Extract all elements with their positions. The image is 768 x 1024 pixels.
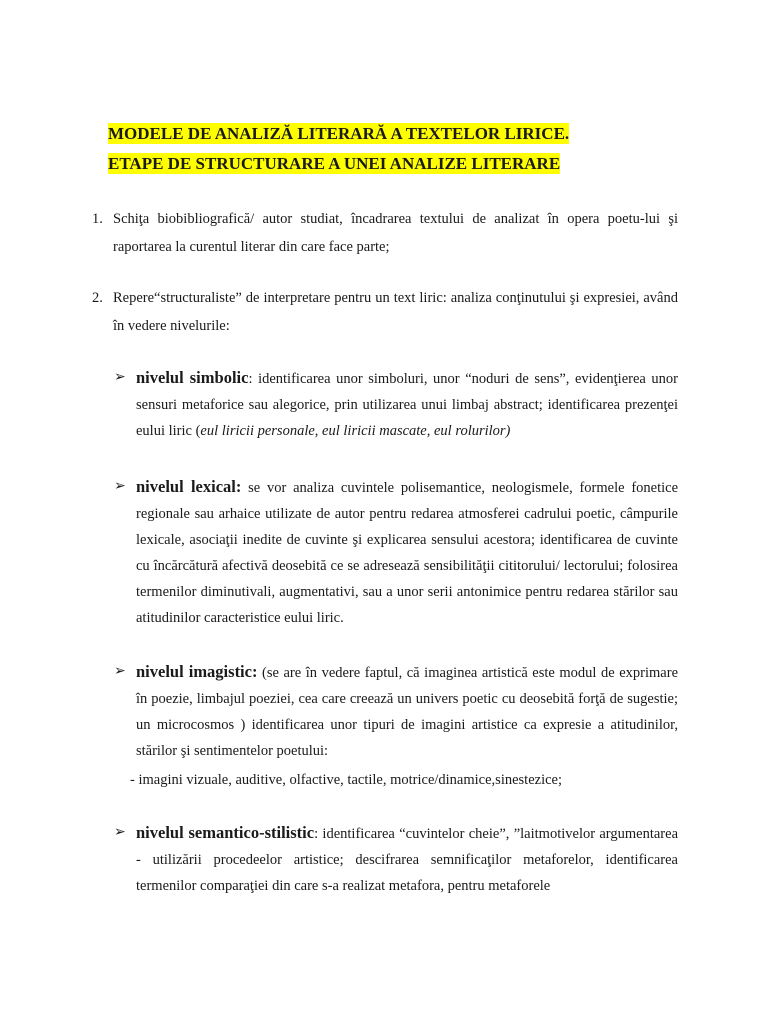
- level-name: nivelul semantico-stilistic: [136, 823, 315, 842]
- level-name: nivelul lexical:: [136, 477, 242, 496]
- title-line-2: ETAPE DE STRUCTURARE A UNEI ANALIZE LITERARE: [108, 154, 561, 173]
- arrow-bullet-icon: ➢: [114, 479, 126, 494]
- arrow-bullet-icon: ➢: [114, 664, 126, 679]
- item-number: 1.: [92, 211, 103, 227]
- level-text: se vor analiza cuvintele polisemantice, neologismele, formele fonetice regionale sau arhaice utilizate de autor pentru redarea atmosferei cadrului poetic, câmpurile lexicale, asociaţii inedite de cuvinte şi explicarea sensului acestora; identificarea de cuvinte cu încărcătură afectivă deosebită ce se adresează sensibilităţii cititorului/ lectorului; folosirea termenilor diminutivali, augmentativi, sau a unor serii antonimice pentru redarea stărilor sau atitudinilor caracteristice eului liric.: [136, 480, 679, 626]
- level-text-italic: eul liricii personale, eul liricii mascate, eul rolurilor): [200, 423, 511, 439]
- arrow-bullet-icon: ➢: [114, 825, 126, 840]
- item-number: 2.: [92, 290, 103, 306]
- level-item-lexical: [114, 474, 678, 631]
- level-name: nivelul simbolic: [136, 368, 249, 387]
- title-line-1: MODELE DE ANALIZĂ LITERARĂ A TEXTELOR LIRICE.: [108, 124, 570, 143]
- level-name: nivelul imagistic:: [136, 662, 258, 681]
- arrow-bullet-icon: ➢: [114, 370, 126, 385]
- level-text: (se are în vedere faptul, că imaginea artistică este modul de exprimare în poezie, limbajul poeziei, cea care creează un univers poetic cu deosebită forţă de sugestie; un microcosmos ) identificarea unor tipuri de imagini artistice ca expresie a atitudinilor, stărilor şi sentimentelor poetului:: [136, 665, 679, 759]
- level-item-imagistic: [114, 659, 678, 764]
- level-text: identificarea unor simboluri, unor “noduri de sens”, evidenţierea unor sensuri metaforice sau alegorice, prin utilizarea unui limbaj abstract; identificarea prezenţei eului liric (: [136, 371, 678, 439]
- document-title: [108, 119, 569, 179]
- level-item-simbolic: ➢ nivelul simbolic: identificarea unor simboluri, unor “noduri de sens”, evidenţierea unor sensuri metaforice sau alegorice, prin utilizarea unui limbaj abstract; identificarea prezenţei eului liric (eul liricii personale, eul liricii mascate, eul rolurilor): [114, 365, 678, 444]
- numbered-item-2: [92, 284, 678, 340]
- imagistic-subitem: - imagini vizuale, auditive, olfactive, tactile, motrice/dinamice,sinestezice;: [130, 772, 563, 788]
- item-text: Repere“structuraliste” de interpretare pentru un text liric: analiza conţinutului şi expresiei, având în vedere nivelurile:: [113, 290, 678, 334]
- item-text: Schiţa biobibliografică/ autor studiat, încadrarea textului de analizat în opera poetu-lui şi raportarea la curentul literar din care face parte;: [113, 211, 678, 255]
- numbered-item-1: [92, 205, 678, 261]
- level-item-semantico-stilistic: ➢ nivelul semantico-stilistic: identificarea “cuvintelor cheie”, ”laitmotivelor argumentarea - utilizării procedeelor artistice; descifrarea semnificaţilor metaforelor, identificarea termenilor comparaţiei din care s-a realizat metafora, pentru metaforele: [114, 820, 678, 899]
- level-text: identificarea “cuvintelor cheie”, ”laitmotivelor argumentarea - utilizării procedeelor artistice; descifrarea semnificaţilor metaforelor, identificarea termenilor comparaţiei din care s-a realizat metafora, pentru metaforele: [136, 826, 678, 894]
